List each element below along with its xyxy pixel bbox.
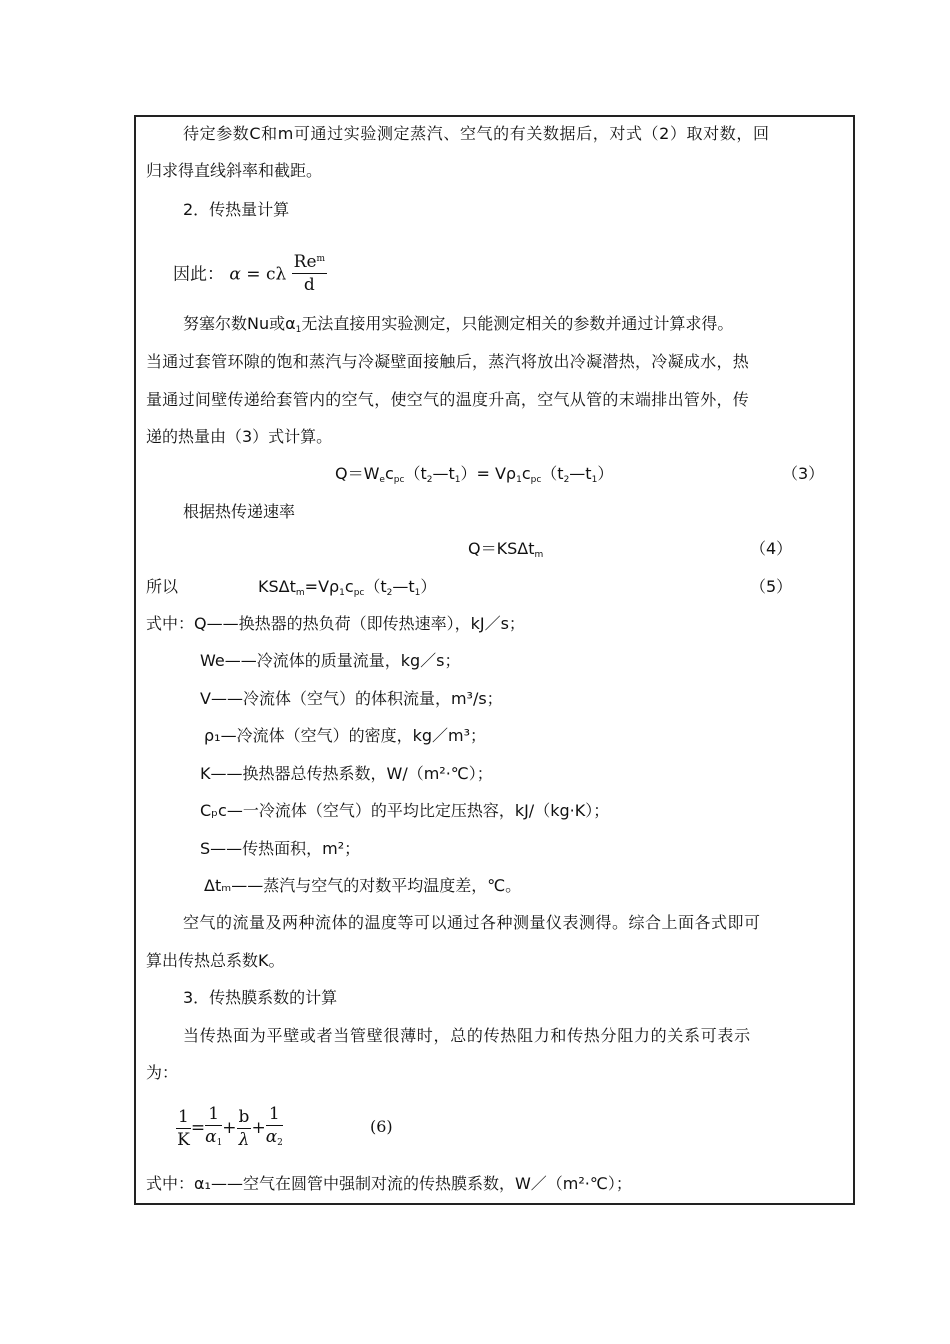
f6-frac2-den-sub: 1 <box>216 1138 223 1148</box>
equation-4-number: （4） <box>750 539 793 558</box>
formula-alpha <box>173 254 327 296</box>
eq3-f: c <box>521 464 531 483</box>
eq5-b: =Vρ <box>304 577 340 596</box>
f6-frac3-den: λ <box>238 1130 250 1150</box>
para2-line1-sub: 1 <box>295 325 302 335</box>
f6-frac3-num: b <box>238 1107 250 1127</box>
equation-5 <box>258 577 436 603</box>
f6-plus1: + <box>222 1118 237 1138</box>
eq3-a: Q＝W <box>335 464 380 483</box>
def-rho: ρ₁—冷流体（空气）的密度，kg／m³； <box>204 726 486 745</box>
eq3-d-sub: 1 <box>454 475 461 485</box>
equation-3 <box>335 464 613 490</box>
eq5-c-sub: pc <box>353 588 365 598</box>
f6-frac4-den-sub: 2 <box>277 1138 283 1148</box>
frac-den: d <box>303 275 315 295</box>
equation-5-prefix: 所以 <box>146 577 179 596</box>
para3-line2: 算出传热总系数K。 <box>146 951 285 970</box>
f6-frac2-den: α <box>205 1127 217 1147</box>
para2-line1-b: 无法直接用实验测定，只能测定相关的参数并通过计算求得。 <box>301 314 734 333</box>
eq4-sub: m <box>534 550 544 560</box>
f6-frac3 <box>237 1106 252 1151</box>
eq3-g-sub: 2 <box>563 475 570 485</box>
para2-line3: 量通过间壁传递给套管内的空气，使空气的温度升高，空气从管的末端排出管外，传 <box>146 390 750 409</box>
formula-6 <box>176 1103 283 1154</box>
eq3-a-sub: e <box>379 475 385 485</box>
f6-frac1-den: K <box>177 1130 190 1150</box>
equation-3-number: （3） <box>782 464 825 483</box>
f6-frac2 <box>205 1103 222 1154</box>
last-line: 式中：α₁——空气在圆管中强制对流的传热膜系数，W／（m²·℃）； <box>146 1174 632 1193</box>
f6-frac4-num: 1 <box>266 1103 283 1126</box>
f6-frac2-num: 1 <box>205 1103 222 1126</box>
equation-4 <box>468 539 543 565</box>
para2-line1 <box>183 314 733 340</box>
rate-line: 根据热传递速率 <box>183 502 296 521</box>
frac-num-sup: m <box>316 254 326 264</box>
eq3-b: c <box>384 464 394 483</box>
f6-eq: = <box>190 1118 206 1138</box>
formula-lhs: α <box>229 264 241 285</box>
formula-eq: = cλ <box>246 264 287 285</box>
def-we: We——冷流体的质量流量，kg／s； <box>200 651 461 670</box>
eq4-text: Q＝KSΔt <box>468 539 535 558</box>
eq3-h-sub: 1 <box>591 475 598 485</box>
eq3-c-sub: 2 <box>426 475 433 485</box>
eq3-h: —t <box>569 464 592 483</box>
para2-line2: 当通过套管环隙的饱和蒸汽与冷凝壁面接触后，蒸汽将放出冷凝潜热，冷凝成水，热 <box>146 352 750 371</box>
f6-plus2: + <box>251 1118 266 1138</box>
formula-fraction <box>292 248 327 296</box>
eq5-f: ） <box>420 577 437 596</box>
def-k: K——换热器总传热系数，W/（m²·℃）； <box>200 764 493 783</box>
para3-line1: 空气的流量及两种流体的温度等可以通过各种测量仪表测得。综合上面各式即可 <box>183 913 761 932</box>
f6-frac4-den: α <box>265 1127 278 1147</box>
f6-frac1 <box>176 1106 191 1151</box>
eq3-d: —t <box>432 464 455 483</box>
eq3-g: （t <box>541 464 564 483</box>
heading-film-coefficient: 3．传热膜系数的计算 <box>183 988 338 1007</box>
formula-prefix: 因此： <box>173 264 224 285</box>
para2-line4: 递的热量由（3）式计算。 <box>146 427 333 446</box>
def-s: S——传热面积，m²； <box>200 839 361 858</box>
para4-line1: 当传热面为平壁或者当管壁很薄时，总的传热阻力和传热分阻力的关系可表示 <box>183 1026 751 1045</box>
def-cpc: Cₚc—一冷流体（空气）的平均比定压热容，kJ/（kg·K）； <box>200 801 610 820</box>
eq3-f-sub: pc <box>530 475 542 485</box>
para2-line1-a: 努塞尔数Nu或α <box>183 314 296 333</box>
eq3-c: （t <box>404 464 427 483</box>
eq3-e: ）= Vρ <box>460 464 517 483</box>
eq5-c: c <box>344 577 354 596</box>
eq5-a-sub: m <box>295 588 305 598</box>
para1-line2: 归求得直线斜率和截距。 <box>146 161 323 180</box>
eq3-e-sub: 1 <box>516 475 522 485</box>
eq5-d-sub: 2 <box>386 588 393 598</box>
equation-5-number: （5） <box>750 577 793 596</box>
def-q: 式中：Q——换热器的热负荷（即传热速率），kJ／s； <box>146 614 525 633</box>
formula-6-number: (6) <box>370 1117 393 1136</box>
def-dtm: Δtₘ——蒸汽与空气的对数平均温度差，℃。 <box>204 876 522 895</box>
def-v: V——冷流体（空气）的体积流量，m³/s； <box>200 689 503 708</box>
eq5-a: KSΔt <box>258 577 296 596</box>
eq3-i: ） <box>597 464 614 483</box>
para1-line1: 待定参数C和m可通过实验测定蒸汽、空气的有关数据后，对式（2）取对数，回 <box>183 124 770 143</box>
f6-frac4 <box>266 1103 283 1154</box>
f6-frac1-num: 1 <box>178 1107 189 1127</box>
eq5-b-sub: 1 <box>339 588 345 598</box>
heading-heat-calc: 2．传热量计算 <box>183 200 290 219</box>
eq5-d: （t <box>364 577 387 596</box>
eq3-b-sub: pc <box>393 475 405 485</box>
para4-line2: 为： <box>146 1063 179 1082</box>
eq5-e-sub: 1 <box>414 588 421 598</box>
frac-num: Re <box>293 252 317 272</box>
eq5-e: —t <box>392 577 415 596</box>
